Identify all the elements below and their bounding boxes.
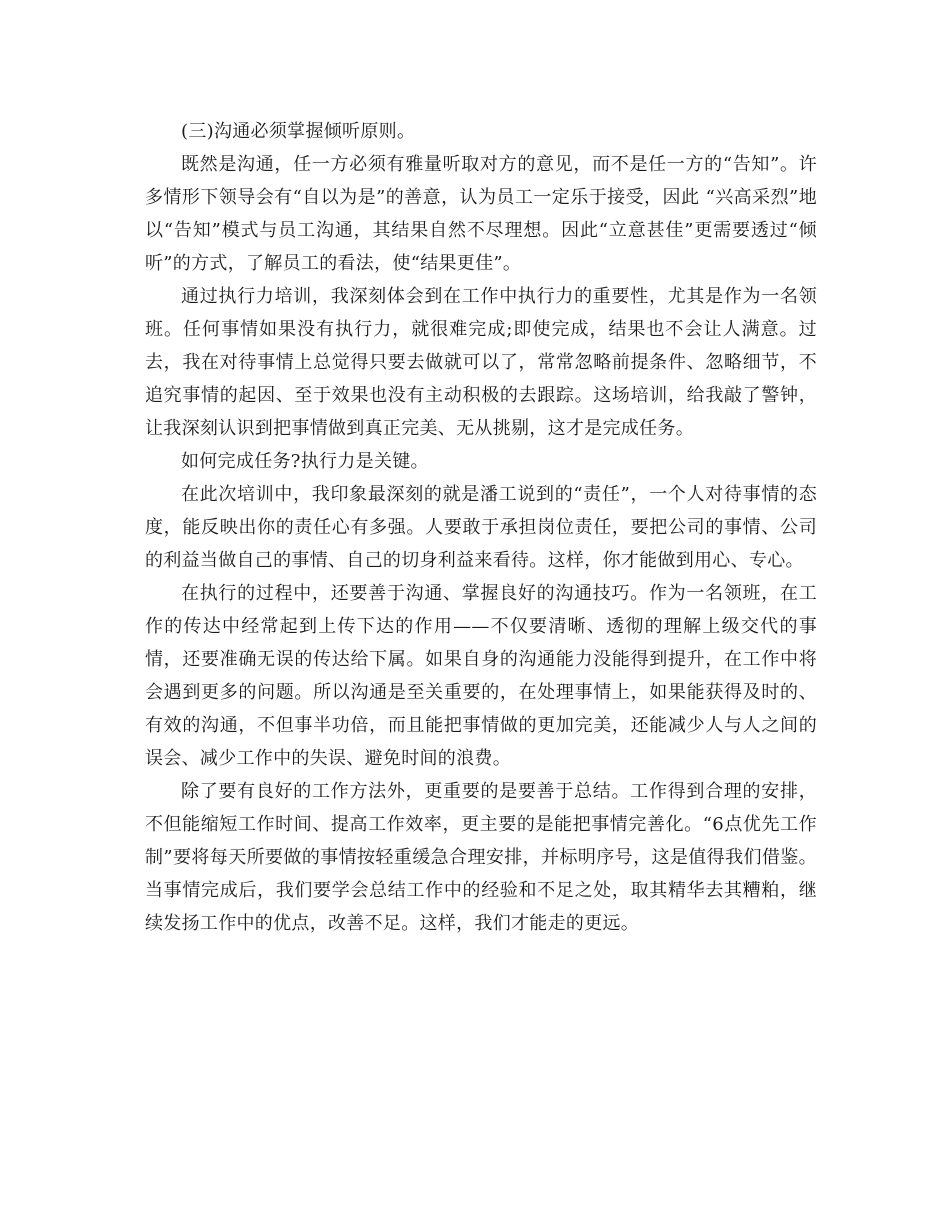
- paragraph-summary: 除了要有良好的工作方法外，更重要的是要善于总结。工作得到合理的安排，不但能缩短工作时间、提高工作效率，更主要的是能把事情完善化。“6点优先工作制”要将每天所要做的事情按轻重缓急合理安排，并标明序号，这是值得我们借鉴。当事情完成后，我们要学会总结工作中的经验和不足之处，取其精华去其糟粕，继续发扬工作中的优点，改善不足。这样，我们才能走的更远。: [145, 781, 817, 934]
- paragraph-communication: 在执行的过程中，还要善于沟通、掌握良好的沟通技巧。作为一名领班，在工作的传达中经常起到上传下达的作用——不仅要清晰、透彻的理解上级交代的事情，还要准确无误的传达给下属。如果自身的沟通能力没能得到提升，在工作中将会遇到更多的问题。所以沟通是至关重要的，在处理事情上，如果能获得及时的、有效的沟通，不但事半功倍，而且能把事情做的更加完美，还能减少人与人之间的误会、减少工作中的失误、避免时间的浪费。: [145, 583, 817, 769]
- paragraph-how-to-complete: 如何完成任务?执行力是关键。: [181, 451, 429, 472]
- paragraph-execution-training: 通过执行力培训，我深刻体会到在工作中执行力的重要性，尤其是作为一名领班。任何事情如果没有执行力，就很难完成;即使完成，结果也不会让人满意。过去，我在对待事情上总觉得只要去做就可以了，常常忽略前提条件、忽略细节，不追究事情的起因、至于效果也没有主动积极的去跟踪。这场培训，给我敲了警钟，让我深刻认识到把事情做到真正完美、无从挑剔，这才是完成任务。: [145, 286, 817, 439]
- paragraph-heading-listening: (三)沟通必须掌握倾听原则。: [181, 121, 416, 142]
- paragraph-listening-principle: 既然是沟通，任一方必须有雅量听取对方的意见，而不是任一方的“告知”。许多情形下领导会有“自以为是”的善意，认为员工一定乐于接受，因此 “兴高采烈”地以“告知”模式与员工沟通，其结果自然不尽理想。因此“立意甚佳”更需要透过“倾听”的方式，了解员工的看法，使“结果更佳”。: [145, 154, 817, 274]
- paragraph-responsibility: 在此次培训中，我印象最深刻的就是潘工说到的“责任”，一个人对待事情的态度，能反映出你的责任心有多强。人要敢于承担岗位责任，要把公司的事情、公司的利益当做自己的事情、自己的切身利益来看待。这样，你才能做到用心、专心。: [145, 484, 817, 571]
- document-body: [145, 115, 817, 940]
